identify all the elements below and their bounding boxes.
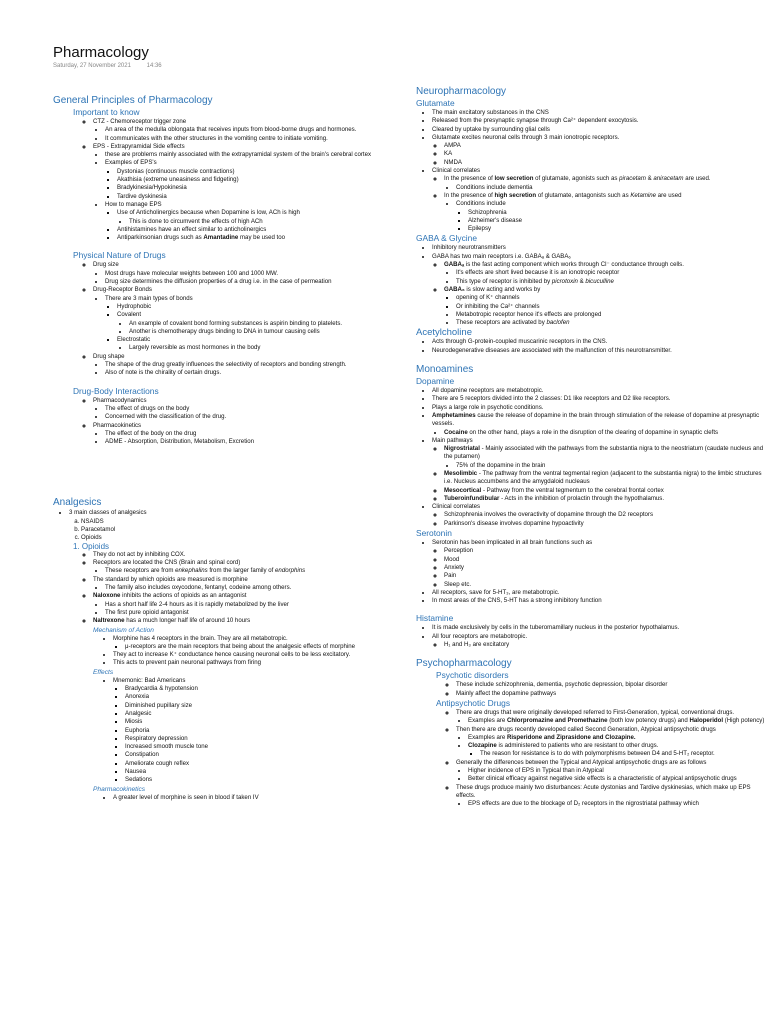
sub-list [93,430,373,447]
list-item [432,253,766,328]
heading-neuropharmacology: Neuropharmacology [416,86,507,97]
list-item-text: ◦ They do not act by inhibiting COX. [93,551,373,559]
heading-acetylcholine: Acetylcholine [416,327,472,339]
list-item-text: baclofen [546,319,570,327]
sub-list [105,168,373,201]
sub-list [456,734,766,759]
heading-dopamine: Dopamine [416,376,455,387]
list-item-text: inhibits the actions of opioids as an antagonist [120,592,247,600]
list-item-text: • Better clinical efficacy against negative side effects is a characteristic of atypical antipsychotic drugs [468,775,766,783]
list-item-text: GABAₐ [444,261,465,269]
list-item-text: Cocaine [444,428,468,436]
list-item-text: ▪ Increased smooth muscle tone [125,743,373,751]
list-item-text: Clozapine [468,742,497,750]
list-item-text: is the fast acting component which works through Cl⁻ conductance through cells. [464,261,684,269]
list-item-text: ▪ Tardive dyskinesia [117,193,373,201]
list-item-text: Examples are [468,733,507,741]
sub-list [93,567,373,575]
list-item-text: low secretion [494,175,534,183]
list-item-text: ▪ Bradykinesia/Hypokinesia [117,184,373,192]
list-item-text: • The effect of drugs on the body [105,405,373,413]
list-item-text: GABA has two main receptors i.e. GABAₐ & GABA₆ [432,252,571,260]
sub-list [432,142,766,167]
list-item-text: • Cleared by uptake by surrounding glial cells [432,126,766,134]
sub-list [456,767,766,784]
list-item-text: - Acts in the inhibition of prolactin through the hypothalamus. [499,494,665,502]
list-item-text: • these are problems mainly associated with the extrapyramidal system of the brain's cerebral cortex [105,151,373,159]
list-item-text: ▪ Schizophrenia [468,209,766,217]
list-item-text: There are drugs that were originally developed referred to First-Generation, typical, conventional drugs. [456,708,735,716]
list-item-text: • Also of note is the chirality of certain drugs. [105,369,373,377]
list-item-text: CTZ - Chemoreceptor trigger zone [93,118,187,125]
list-item-text: endorphins [275,567,306,575]
list-item-text: • Most drugs have molecular weights between 100 and 1000 MW. [105,270,373,278]
list-item [117,336,373,353]
list-item [444,286,766,327]
list-item-text: ▪ Euphoria [125,727,373,735]
list-item-text: ▪ Or inhibiting the Ca²⁺ channels [456,303,766,311]
list-item-text: • Drug size determines the diffusion properties of a drug i.e. in the case of permeation [105,278,373,286]
list-item-text: of glutamate, antagonists such as [536,191,631,199]
sub-list [93,361,373,378]
heading-serotonin: Serotonin [416,528,452,539]
list-item-text: c. Opioids [81,534,373,542]
moa-list [101,635,373,668]
list-item-text: aniracetam [653,175,684,183]
sub-list [444,184,766,192]
list-item-text: All four receptors are metabotropic. [432,632,528,640]
list-item-text: ◦ H₁ and H₃ are excitatory [444,641,766,649]
list-item [105,567,373,575]
list-item-text: - Mainly associated with the pathways from the substantia nigra to the neostriatum (caudate nucleus and the putamen) [444,445,764,461]
sub-list [456,717,766,725]
list-item-text: on the other hand, plays a role in the disruption of the clearing of dopamine in synaptic clefts [467,428,719,436]
sub-list [117,344,373,352]
list-item [93,617,373,625]
list-item [69,509,373,542]
heading-gaba-glycine: GABA & Glycine [416,233,477,244]
heading-pharmacokinetics: Pharmacokinetics [93,785,146,793]
sub-list [456,209,766,234]
list-item-text: The standard by which opioids are measured is morphine [93,575,248,583]
list-item-text: ▪ Antihistamines have an effect similar to anticholinergics [117,226,373,234]
list-item-text: • Metabotropic receptor hence it's effects are prolonged [456,311,766,319]
list-item-text: - Pathway from the ventral tegmentum to the cerebral frontal cortex [481,486,664,494]
list-item-text: ▪ Miosis [125,718,373,726]
list-item-text: & [577,277,586,285]
sub-list [93,270,373,287]
list-item-text: • The shape of the drug greatly influences the selectivity of receptors and bonding strength. [105,361,373,369]
heading-important-to-know: Important to know [73,107,140,117]
list-item [93,286,373,352]
list-item [456,319,766,327]
sub-list [105,209,373,242]
serotonin-list [416,539,766,605]
list-item-text: Serotonin has been implicated in all brain functions such as [432,539,593,547]
list-item-text: Receptors are located the CNS (Brain and spinal cord) [93,559,241,567]
list-item-text: • There are 5 receptors divided into the 2 classes: D1 like receptors and D2 like receptors. [432,395,766,403]
list-item-text: • Has a short half life 2-4 hours as it is rapidly metabolized by the liver [105,601,373,609]
list-item-text: ▪ Alzheimer's disease [468,217,766,225]
list-item-text: ◦ These include schizophrenia, dementia, psychotic depression, bipolar disorder [456,681,766,689]
list-item [432,412,766,437]
list-item [468,717,766,725]
heading-monoamines: Monoamines [416,364,474,376]
sub-list [117,320,373,337]
list-item [105,159,373,200]
list-item-text: ▪ Hydrophobic [117,303,373,311]
list-item-text: (High potency) [723,717,765,725]
list-item [432,503,766,528]
glutamate-list [416,109,766,233]
list-item-text: b. Paracetamol [81,526,373,534]
list-item-text: ▪ Bradycardia & hypotension [125,685,373,693]
list-item-text: of glutamate, agonists such as [533,175,620,183]
heading-histamine: Histamine [416,613,454,624]
list-item-text: Tuberoinfundibular [444,494,500,502]
list-item-text: ◦ Sleep etc. [444,581,766,589]
list-item-text: • It communicates with the other structures in the vomiting centre to initiate vomiting. [105,135,373,143]
effects-list [101,677,373,785]
list-item [113,635,373,652]
list-item-text: (both low potency drugs) and [607,717,690,725]
list-item-text: • It's effects are short lived because it is an ionotropic receptor [456,269,766,277]
list-item-text: • Conditions include dementia [456,184,766,192]
sub-list [432,445,766,503]
list-item-text: Main pathways [432,436,473,444]
list-item-text: Clinical correlates [432,167,481,175]
sub-list [432,641,766,649]
list-item [444,261,766,286]
list-item-text: ▪ The reason for resistance is to do with polymorphisms between D4 and 5-HT₂ receptor. [480,750,766,758]
list-item [456,759,766,784]
list-item-text: Antiparkinsonian drugs such as [117,234,204,242]
list-item-text: ▪ μ-receptors are the main receptors that being about the analgesic effects of morphine [125,643,373,651]
list-item [444,429,766,437]
list-item-text: Use of Anticholinergics because when Dopamine is low, ACh is high [117,209,300,217]
list-item-text: Mesolimbic [444,469,478,477]
list-item-text: ▪ Diminished pupillary size [125,702,373,710]
list-item-text: may be used too [238,234,286,242]
list-item-text: - The pathway from the ventral tegmental region (adjacent to the substantia nigra) to the limbic structures i.e. Nucleus accumbens and the amygdaloid nucleaus [444,469,762,486]
list-item [444,445,766,470]
list-item [432,437,766,503]
list-item-text: ▪ opening of K⁺ channels [456,294,766,302]
sub-list [93,295,373,353]
list-item-text: Chlorpromazine and Promethazine [506,717,608,725]
list-item-text: ◦ Mood [444,556,766,564]
acetylcholine-list [416,338,766,355]
heading-opioids: 1. Opioids [73,541,110,551]
list-item [93,118,373,143]
sub-list [432,547,766,588]
list-item-text: Drug size [93,261,119,269]
list-item-text: Ketamine [630,191,657,199]
sub-list [444,311,766,328]
list-item-text: ▪ Constipation [125,751,373,759]
list-item [93,353,373,378]
list-item-text: In the presence of [444,191,495,199]
list-item-text: • Released from the presynaptic synapse through Ca²⁺ dependent exocytosis. [432,117,766,125]
list-item [468,742,766,759]
left-column [53,94,373,802]
sub-list [113,643,373,651]
list-item-text: Risperidone and Ziprasidone and Clozapine. [506,733,636,741]
sub-list [432,511,766,528]
heading-antipsychotic-drugs: Antipsychotic Drugs [436,697,511,708]
analgesics-list [53,509,373,542]
list-item-text: • Another is chemotherapy drugs binding to DNA in tumour causing cells [129,328,373,336]
list-item-text: • All receptors, save for 5-HT₃, are metabotropic. [432,589,766,597]
list-item [456,278,766,286]
list-item-text: & [645,175,654,183]
list-item-text: ▪ Epilepsy [468,225,766,233]
list-item-text: cause the release of dopamine in the brain through stimulation of the release of dopamine at presynaptic vessels. [432,411,760,428]
sub-list [456,800,766,808]
list-item-text: • It is made exclusively by cells in the tuberomamillary nucleus in the posterior hypothalamus. [432,624,766,632]
list-item [444,495,766,503]
list-item [113,677,373,785]
list-item-text: • 75% of the dopamine in the brain [456,462,766,470]
list-item-text: a. NSAIDS [81,518,373,526]
gaba-list [416,244,766,327]
heading-effects: Effects [93,668,114,676]
histamine-list [416,624,766,649]
list-item [444,175,766,192]
right-column [416,85,766,808]
list-item-text: Examples of EPS's [105,159,157,167]
dopamine-list [416,387,766,528]
list-item-text: • Acts through G-protein-coupled muscarinic receptors in the CNS. [432,338,766,346]
sub-list [468,750,766,758]
list-item-text: has a much longer half life of around 10 hours [124,617,251,625]
heading-analgesics: Analgesics [53,497,102,509]
list-item-text: Naltrexone [93,617,125,625]
drug-body-list [81,397,373,447]
list-item [456,784,766,809]
date-text: Saturday, 27 November 2021 [53,63,131,69]
list-item-text: is slow acting and works by [464,285,541,293]
list-item-text: Drug shape [93,352,125,360]
list-item-text: Pharmacokinetics [93,421,142,429]
list-item [444,470,766,487]
list-item-text: Mnemonic: Bad Americans [113,676,186,684]
list-item-text: are used [656,191,682,199]
list-item-text: • ADME - Absorption, Distribution, Metabolism, Excretion [105,438,373,446]
list-item-text: Naloxone [93,592,121,600]
list-item [93,592,373,617]
sub-list [93,151,373,242]
list-item-text: • In most areas of the CNS, 5-HT has a strong inhibitory function [432,597,766,605]
list-item-text: ▪ Analgesic [125,710,373,718]
list-item-text: ▪ Dystonias (continuous muscle contractions) [117,168,373,176]
list-item-text: • Plays a large role in psychotic conditions. [432,404,766,412]
sub-list [444,462,766,470]
list-item-text: Examples are [468,717,507,725]
list-item-text: • The family also includes oxycodone, fentanyl, codeine among others. [105,584,373,592]
list-item [456,200,766,233]
list-item-text: ◦ Pain [444,572,766,580]
list-item-text: • The first pure opioid antagonist [105,609,373,617]
list-item-text: ◦ AMPA [444,142,766,150]
heading-mechanism-of-action: Mechanism of Action [93,626,154,634]
list-item [93,576,373,593]
list-item-text: Pharmacodynamics [93,396,147,404]
list-item-text: from the larger family of [207,567,276,575]
list-item [432,134,766,167]
list-item-text: • An area of the medulla oblongata that receives inputs from blood-borne drugs and hormones. [105,126,373,134]
list-item [93,397,373,422]
list-item [117,209,373,226]
list-item [432,633,766,650]
list-item-text: is administered to patients who are resistant to other drugs. [496,742,659,750]
list-item-text: • Higher incidence of EPS in Typical than in Atypical [468,767,766,775]
list-item-text: EPS - Extrapyramidal Side effects [93,142,185,150]
list-item-text: Clinical correlates [432,503,481,511]
list-item [93,143,373,243]
list-item-text: ◦ Schizophrenia involves the overactivity of dopamine through the D2 receptors [444,511,766,519]
list-item-text: GABA₆ [444,285,465,293]
heading-general-principles: General Principles of Pharmacology [53,95,213,106]
list-item-text: • Largely reversible as most hormones in the body [129,344,373,352]
sub-list [69,518,373,543]
list-item-text: ◦ Perception [444,547,766,555]
heading-drug-body-interactions: Drug-Body Interactions [73,385,159,396]
list-item-text: These drugs produce mainly two disturbances: Acute dystonias and Tardive dyskinesias, which make up EPS effects. [456,783,751,799]
list-item-text: • The main excitatory substances in the CNS [432,109,766,117]
sub-list [93,601,373,618]
list-item-text: ▪ Anorexia [125,693,373,701]
heading-physical-nature: Physical Nature of Drugs [73,250,166,261]
list-item-text: ◦ Anxiety [444,564,766,572]
list-item-text: Then there are drugs recently developed called Second Generation, Atypical antipsychotic drugs [456,725,716,733]
list-item [444,192,766,233]
list-item-text: Glutamate excites neuronal cells through 3 main ionotropic receptors. [432,133,620,141]
sub-list [105,303,373,353]
list-item-text: This type of receptor is inhibited by [456,277,552,285]
list-item-text: • Concerned with the classification of the drug. [105,413,373,421]
list-item-text: Nigrostriatal [444,445,480,453]
itk-list [81,118,373,242]
sub-list [432,429,766,437]
heading-psychotic-disorders: Psychotic disorders [436,670,509,681]
list-item-text: Generally the differences between the Typical and Atypical antipsychotic drugs are as follows [456,758,707,766]
list-item-text: Conditions include [456,200,506,208]
list-item-text: high secretion [494,191,537,199]
list-item [444,487,766,495]
list-item-text: In the presence of [444,175,495,183]
psychotic-disorders-list [444,681,766,698]
list-item-text: ◦ Parkinson's disease involves dopamine hypoactivity [444,520,766,528]
list-item-text: 3 main classes of analgesics [69,509,147,517]
list-item-text: • Neurodegenerative diseases are associated with the malfunction of this neurotransmitter. [432,347,766,355]
list-item-text: are used. [683,175,711,183]
list-item-text: Drug-Receptor Bonds [93,286,152,294]
list-item [105,201,373,242]
physical-nature-list [81,261,373,377]
list-item-text: • EPS effects are due to the blockage of D₂ receptors in the nigrostriatal pathway which [468,800,766,808]
page-title: Pharmacology [53,44,149,61]
list-item [117,234,373,242]
list-item-text: Morphine has 4 receptors in the brain. They are all metabotropic. [113,634,288,642]
list-item-text: Covalent [117,311,142,319]
list-item-text: Electrostatic [117,336,151,344]
sub-list [113,685,373,785]
sub-list [93,405,373,422]
list-item-text: ▪ Respiratory depression [125,735,373,743]
time-text: 14:36 [146,63,162,69]
list-item-text: • Inhibitory neurotransmitters [432,244,766,252]
sub-list [444,269,766,286]
pk-list [101,794,373,802]
sub-list [93,584,373,592]
list-item-text: There are 3 main types of bonds [105,294,193,302]
heading-glutamate: Glutamate [416,98,455,108]
list-item-text: • They act to increase K⁺ conductance hence causing neuronal cells to be less excitatory. [113,651,373,659]
sub-list [444,294,766,311]
list-item [93,559,373,576]
list-item [93,422,373,447]
list-item [432,167,766,233]
list-item-text: • A greater level of morphine is seen in blood if taken IV [113,794,373,802]
sub-list [432,175,766,233]
sub-list [93,126,373,143]
opioids-list [81,551,373,626]
list-item-text: • All dopamine receptors are metabotropic. [432,387,766,395]
list-item-text: • An example of covalent bond forming substances is aspirin binding to platelets. [129,320,373,328]
sub-list [444,200,766,233]
list-item-text: ◦ KA [444,150,766,158]
list-item [456,709,766,726]
list-item [117,311,373,336]
list-item-text: ◦ Mainly affect the dopamine pathways [456,690,766,698]
sub-list [432,261,766,327]
list-item-text: ◦ NMDA [444,159,766,167]
list-item [432,539,766,589]
list-item-text: • The effect of the body on the drug [105,430,373,438]
list-item-text: • This is done to circumvent the effects of high ACh [129,218,373,226]
list-item-text: • This acts to prevent pain neuronal pathways from firing [113,659,373,667]
list-item-text: Haloperidol [689,717,724,725]
list-item-text: These receptors are activated by [456,319,547,327]
list-item [456,726,766,759]
list-item-text: bicuculline [585,277,614,285]
list-item-text: Amphetamines [432,411,476,419]
list-item-text: piracetam [619,175,646,183]
sub-list [117,218,373,226]
list-item [93,261,373,286]
list-item-text: ▪ Nausea [125,768,373,776]
list-item-text: ▪ Sedations [125,776,373,784]
list-item-text: enkephalins [175,567,208,575]
list-item-text: Mesocortical [444,486,482,494]
list-item [468,734,766,742]
page-date [53,63,176,69]
list-item-text: These receptors are from [105,567,176,575]
list-item-text: ▪ Akathisia (extreme uneasiness and fidgeting) [117,176,373,184]
list-item-text: Amantadine [203,234,239,242]
list-item-text: How to manage EPS [105,200,162,208]
list-item-text: picrotoxin [551,277,578,285]
list-item-text: ▪ Ameliorate cough reflex [125,760,373,768]
antipsychotic-list [444,709,766,809]
heading-psychopharmacology: Psychopharmacology [416,658,512,670]
list-item [105,295,373,353]
